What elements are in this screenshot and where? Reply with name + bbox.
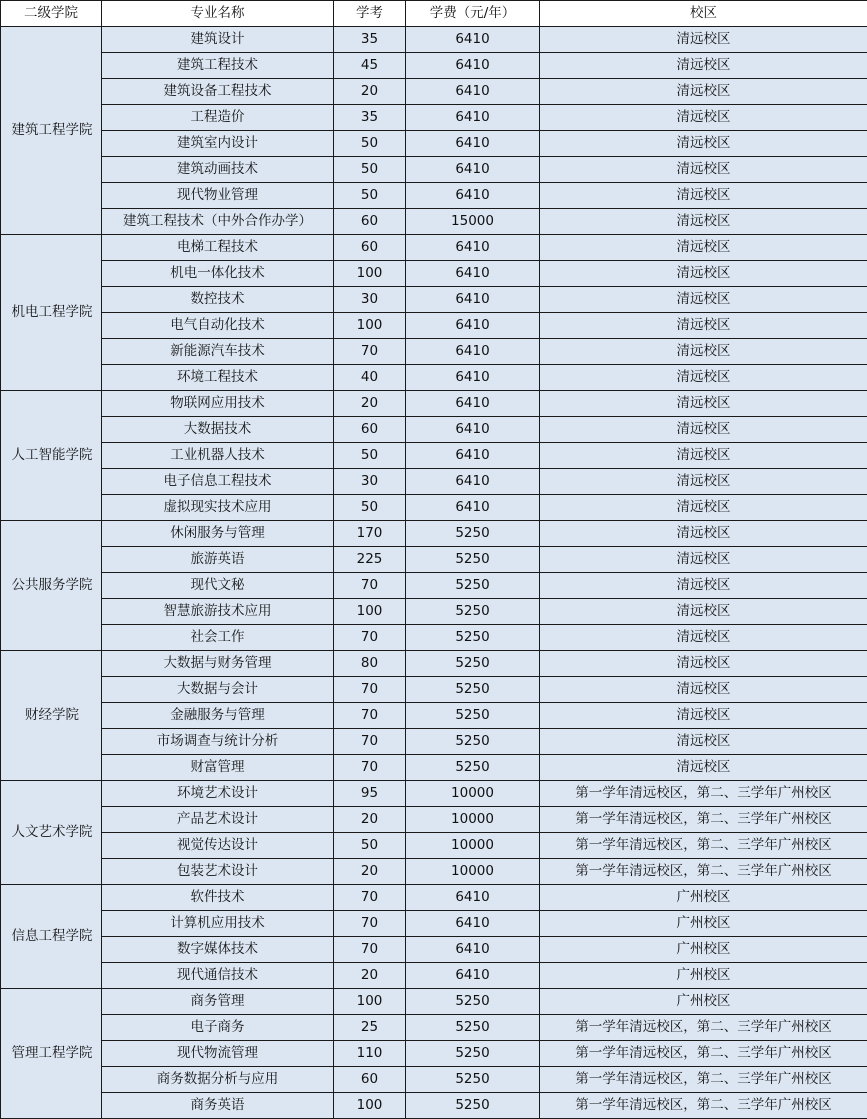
- tuition-cell: 5250: [406, 755, 540, 781]
- quota-cell: 60: [334, 235, 406, 261]
- table-row: [1, 599, 867, 625]
- campus-cell: 清远校区: [540, 651, 867, 677]
- major-name-cell: 电梯工程技术: [102, 235, 334, 261]
- major-name-cell: 大数据技术: [102, 417, 334, 443]
- tuition-cell: 5250: [406, 651, 540, 677]
- tuition-cell: 10000: [406, 859, 540, 885]
- table-row: [1, 833, 867, 859]
- tuition-cell: 5250: [406, 1041, 540, 1067]
- table-row: [1, 755, 867, 781]
- tuition-cell: 10000: [406, 781, 540, 807]
- tuition-cell: 6410: [406, 287, 540, 313]
- quota-cell: 50: [334, 833, 406, 859]
- tuition-cell: 5250: [406, 703, 540, 729]
- quota-cell: 70: [334, 911, 406, 937]
- quota-cell: 225: [334, 547, 406, 573]
- tuition-cell: 6410: [406, 183, 540, 209]
- campus-cell: 清远校区: [540, 261, 867, 287]
- table-row: [1, 313, 867, 339]
- tuition-cell: 6410: [406, 105, 540, 131]
- campus-cell: 清远校区: [540, 495, 867, 521]
- major-name-cell: 建筑工程技术（中外合作办学）: [102, 209, 334, 235]
- major-name-cell: 休闲服务与管理: [102, 521, 334, 547]
- table-row: [1, 157, 867, 183]
- table-row: [1, 469, 867, 495]
- major-name-cell: 智慧旅游技术应用: [102, 599, 334, 625]
- campus-cell: 清远校区: [540, 599, 867, 625]
- table-row: [1, 209, 867, 235]
- table-row: [1, 547, 867, 573]
- table-row: [1, 781, 867, 807]
- table-row: [1, 365, 867, 391]
- major-name-cell: 数字媒体技术: [102, 937, 334, 963]
- quota-cell: 70: [334, 573, 406, 599]
- tuition-cell: 6410: [406, 417, 540, 443]
- tuition-cell: 5250: [406, 599, 540, 625]
- table-row: [1, 807, 867, 833]
- tuition-cell: 6410: [406, 495, 540, 521]
- table-row: [1, 521, 867, 547]
- table-row: [1, 1067, 867, 1093]
- quota-cell: 70: [334, 885, 406, 911]
- table-row: [1, 1041, 867, 1067]
- tuition-cell: 5250: [406, 989, 540, 1015]
- campus-cell: 清远校区: [540, 677, 867, 703]
- table-row: [1, 131, 867, 157]
- tuition-cell: 5250: [406, 1093, 540, 1119]
- tuition-cell: 5250: [406, 573, 540, 599]
- campus-cell: 清远校区: [540, 625, 867, 651]
- campus-cell: 清远校区: [540, 521, 867, 547]
- quota-cell: 70: [334, 755, 406, 781]
- quota-cell: 50: [334, 183, 406, 209]
- header-major: 专业名称: [102, 1, 334, 27]
- tuition-cell: 6410: [406, 157, 540, 183]
- quota-cell: 25: [334, 1015, 406, 1041]
- school-name-cell: 建筑工程学院: [1, 27, 102, 235]
- table-row: [1, 183, 867, 209]
- quota-cell: 80: [334, 651, 406, 677]
- major-name-cell: 数控技术: [102, 287, 334, 313]
- school-name-cell: 人文艺术学院: [1, 781, 102, 885]
- tuition-cell: 6410: [406, 391, 540, 417]
- table-row: [1, 53, 867, 79]
- quota-cell: 70: [334, 703, 406, 729]
- major-name-cell: 新能源汽车技术: [102, 339, 334, 365]
- quota-cell: 30: [334, 287, 406, 313]
- quota-cell: 60: [334, 1067, 406, 1093]
- major-name-cell: 计算机应用技术: [102, 911, 334, 937]
- table-row: [1, 235, 867, 261]
- campus-cell: 清远校区: [540, 105, 867, 131]
- tuition-cell: 6410: [406, 885, 540, 911]
- tuition-cell: 6410: [406, 365, 540, 391]
- quota-cell: 50: [334, 443, 406, 469]
- major-name-cell: 环境工程技术: [102, 365, 334, 391]
- campus-cell: 第一学年清远校区，第二、三学年广州校区: [540, 807, 867, 833]
- quota-cell: 100: [334, 599, 406, 625]
- quota-cell: 100: [334, 313, 406, 339]
- quota-cell: 20: [334, 79, 406, 105]
- tuition-cell: 6410: [406, 261, 540, 287]
- quota-cell: 70: [334, 729, 406, 755]
- major-name-cell: 软件技术: [102, 885, 334, 911]
- table-row: [1, 443, 867, 469]
- major-name-cell: 建筑动画技术: [102, 157, 334, 183]
- quota-cell: 45: [334, 53, 406, 79]
- major-name-cell: 现代物业管理: [102, 183, 334, 209]
- major-name-cell: 物联网应用技术: [102, 391, 334, 417]
- tuition-cell: 6410: [406, 469, 540, 495]
- campus-cell: 第一学年清远校区，第二、三学年广州校区: [540, 1093, 867, 1119]
- table-row: [1, 1015, 867, 1041]
- tuition-cell: 5250: [406, 521, 540, 547]
- campus-cell: 广州校区: [540, 937, 867, 963]
- tuition-cell: 6410: [406, 235, 540, 261]
- campus-cell: 清远校区: [540, 27, 867, 53]
- campus-cell: 清远校区: [540, 339, 867, 365]
- campus-cell: 清远校区: [540, 209, 867, 235]
- major-name-cell: 市场调查与统计分析: [102, 729, 334, 755]
- campus-cell: 清远校区: [540, 547, 867, 573]
- campus-cell: 广州校区: [540, 885, 867, 911]
- header-row: [1, 1, 867, 27]
- table-row: [1, 391, 867, 417]
- major-name-cell: 工业机器人技术: [102, 443, 334, 469]
- campus-cell: 清远校区: [540, 703, 867, 729]
- quota-cell: 20: [334, 807, 406, 833]
- campus-cell: 第一学年清远校区，第二、三学年广州校区: [540, 1015, 867, 1041]
- major-name-cell: 现代文秘: [102, 573, 334, 599]
- major-name-cell: 机电一体化技术: [102, 261, 334, 287]
- table-row: [1, 677, 867, 703]
- quota-cell: 40: [334, 365, 406, 391]
- tuition-cell: 6410: [406, 911, 540, 937]
- quota-cell: 60: [334, 209, 406, 235]
- header-school: 二级学院: [1, 1, 102, 27]
- major-name-cell: 大数据与会计: [102, 677, 334, 703]
- quota-cell: 60: [334, 417, 406, 443]
- tuition-cell: 5250: [406, 625, 540, 651]
- tuition-cell: 6410: [406, 79, 540, 105]
- quota-cell: 30: [334, 469, 406, 495]
- major-name-cell: 建筑设计: [102, 27, 334, 53]
- major-name-cell: 商务数据分析与应用: [102, 1067, 334, 1093]
- major-name-cell: 环境艺术设计: [102, 781, 334, 807]
- table-row: [1, 287, 867, 313]
- table-row: [1, 703, 867, 729]
- major-name-cell: 包装艺术设计: [102, 859, 334, 885]
- table-row: [1, 963, 867, 989]
- campus-cell: 清远校区: [540, 157, 867, 183]
- campus-cell: 第一学年清远校区，第二、三学年广州校区: [540, 859, 867, 885]
- campus-cell: 清远校区: [540, 287, 867, 313]
- table-row: [1, 651, 867, 677]
- major-name-cell: 商务英语: [102, 1093, 334, 1119]
- major-name-cell: 旅游英语: [102, 547, 334, 573]
- campus-cell: 清远校区: [540, 573, 867, 599]
- table-row: [1, 495, 867, 521]
- campus-cell: 清远校区: [540, 391, 867, 417]
- campus-cell: 广州校区: [540, 989, 867, 1015]
- campus-cell: 清远校区: [540, 365, 867, 391]
- campus-cell: 清远校区: [540, 235, 867, 261]
- tuition-cell: 5250: [406, 729, 540, 755]
- major-name-cell: 工程造价: [102, 105, 334, 131]
- campus-cell: 清远校区: [540, 729, 867, 755]
- school-name-cell: 管理工程学院: [1, 989, 102, 1119]
- table-body: [1, 27, 867, 1119]
- quota-cell: 35: [334, 105, 406, 131]
- quota-cell: 100: [334, 261, 406, 287]
- campus-cell: 第一学年清远校区，第二、三学年广州校区: [540, 1067, 867, 1093]
- table-row: [1, 1093, 867, 1119]
- quota-cell: 170: [334, 521, 406, 547]
- major-name-cell: 建筑工程技术: [102, 53, 334, 79]
- quota-cell: 50: [334, 495, 406, 521]
- table-row: [1, 989, 867, 1015]
- school-name-cell: 公共服务学院: [1, 521, 102, 651]
- tuition-cell: 6410: [406, 339, 540, 365]
- quota-cell: 100: [334, 989, 406, 1015]
- school-name-cell: 信息工程学院: [1, 885, 102, 989]
- major-name-cell: 电子商务: [102, 1015, 334, 1041]
- tuition-cell: 10000: [406, 807, 540, 833]
- header-fee: 学费（元/年）: [406, 1, 540, 27]
- tuition-cell: 6410: [406, 937, 540, 963]
- major-name-cell: 产品艺术设计: [102, 807, 334, 833]
- table-row: [1, 729, 867, 755]
- header-quota: 学考: [334, 1, 406, 27]
- tuition-cell: 10000: [406, 833, 540, 859]
- major-name-cell: 电子信息工程技术: [102, 469, 334, 495]
- quota-cell: 20: [334, 859, 406, 885]
- campus-cell: 第一学年清远校区，第二、三学年广州校区: [540, 1041, 867, 1067]
- campus-cell: 清远校区: [540, 755, 867, 781]
- major-name-cell: 社会工作: [102, 625, 334, 651]
- campus-cell: 清远校区: [540, 53, 867, 79]
- table-row: [1, 261, 867, 287]
- tuition-cell: 5250: [406, 1067, 540, 1093]
- header-campus: 校区: [540, 1, 867, 27]
- school-name-cell: 财经学院: [1, 651, 102, 781]
- major-name-cell: 建筑室内设计: [102, 131, 334, 157]
- table-row: [1, 937, 867, 963]
- quota-cell: 100: [334, 1093, 406, 1119]
- table-row: [1, 339, 867, 365]
- table-row: [1, 573, 867, 599]
- tuition-cell: 6410: [406, 313, 540, 339]
- major-name-cell: 大数据与财务管理: [102, 651, 334, 677]
- quota-cell: 50: [334, 131, 406, 157]
- table-row: [1, 417, 867, 443]
- quota-cell: 70: [334, 677, 406, 703]
- quota-cell: 70: [334, 625, 406, 651]
- quota-cell: 35: [334, 27, 406, 53]
- table-row: [1, 105, 867, 131]
- campus-cell: 广州校区: [540, 911, 867, 937]
- table-row: [1, 79, 867, 105]
- tuition-cell: 5250: [406, 1015, 540, 1041]
- campus-cell: 广州校区: [540, 963, 867, 989]
- tuition-cell: 6410: [406, 963, 540, 989]
- tuition-cell: 5250: [406, 547, 540, 573]
- tuition-cell: 6410: [406, 53, 540, 79]
- table-row: [1, 859, 867, 885]
- tuition-cell: 5250: [406, 677, 540, 703]
- major-name-cell: 现代通信技术: [102, 963, 334, 989]
- campus-cell: 第一学年清远校区，第二、三学年广州校区: [540, 833, 867, 859]
- campus-cell: 清远校区: [540, 443, 867, 469]
- tuition-cell: 6410: [406, 27, 540, 53]
- school-name-cell: 人工智能学院: [1, 391, 102, 521]
- campus-cell: 清远校区: [540, 79, 867, 105]
- major-name-cell: 财富管理: [102, 755, 334, 781]
- major-name-cell: 现代物流管理: [102, 1041, 334, 1067]
- tuition-cell: 6410: [406, 131, 540, 157]
- campus-cell: 清远校区: [540, 131, 867, 157]
- quota-cell: 20: [334, 391, 406, 417]
- major-name-cell: 视觉传达设计: [102, 833, 334, 859]
- campus-cell: 清远校区: [540, 183, 867, 209]
- major-name-cell: 虚拟现实技术应用: [102, 495, 334, 521]
- major-name-cell: 电气自动化技术: [102, 313, 334, 339]
- table-row: [1, 27, 867, 53]
- campus-cell: 清远校区: [540, 469, 867, 495]
- school-name-cell: 机电工程学院: [1, 235, 102, 391]
- campus-cell: 第一学年清远校区，第二、三学年广州校区: [540, 781, 867, 807]
- major-name-cell: 建筑设备工程技术: [102, 79, 334, 105]
- quota-cell: 110: [334, 1041, 406, 1067]
- major-name-cell: 商务管理: [102, 989, 334, 1015]
- tuition-cell: 15000: [406, 209, 540, 235]
- major-name-cell: 金融服务与管理: [102, 703, 334, 729]
- quota-cell: 95: [334, 781, 406, 807]
- tuition-cell: 6410: [406, 443, 540, 469]
- quota-cell: 70: [334, 937, 406, 963]
- table-row: [1, 885, 867, 911]
- campus-cell: 清远校区: [540, 313, 867, 339]
- table-row: [1, 625, 867, 651]
- campus-cell: 清远校区: [540, 417, 867, 443]
- quota-cell: 50: [334, 157, 406, 183]
- quota-cell: 20: [334, 963, 406, 989]
- quota-cell: 70: [334, 339, 406, 365]
- table-row: [1, 911, 867, 937]
